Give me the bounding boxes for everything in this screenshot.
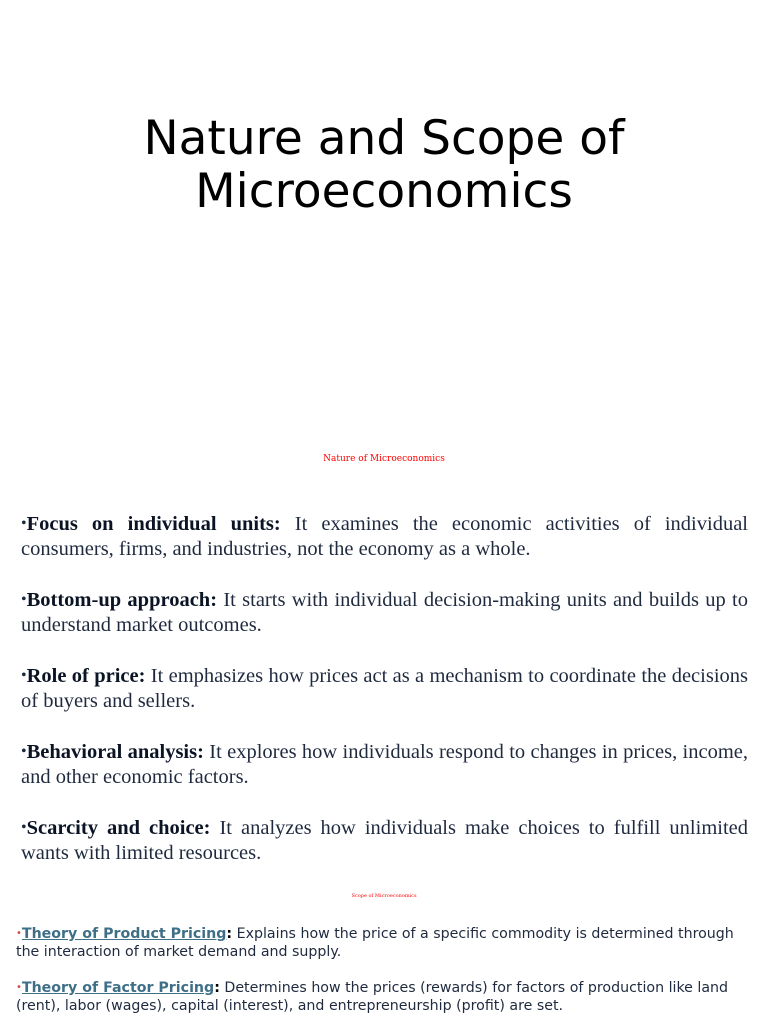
scope-item-colon: : (214, 980, 220, 996)
nature-item-text: It analyzes how individuals make choices to fulfill unlimited wants with limited resources. (21, 817, 749, 864)
nature-list-item (21, 815, 748, 866)
nature-list-item (21, 739, 748, 790)
bullet-icon: • (16, 928, 22, 939)
scope-list-item (16, 979, 751, 1015)
theory-product-pricing-link[interactable]: Theory of Product Pricing (21, 926, 227, 942)
bullet-icon: • (16, 982, 22, 993)
nature-list-item (21, 587, 748, 638)
nature-item-term: Bottom-up approach: (26, 589, 218, 611)
nature-item-term: Focus on individual units: (26, 513, 281, 535)
scope-item-text: Explains how the price of a specific commodity is determined through the interaction of market demand and supply. (16, 926, 734, 960)
scope-item-colon: : (226, 926, 233, 942)
scope-item-text: Determines how the prices (rewards) for factors of production like land (rent), labor (wages), capital (interest), and entrepreneurship (profit) are set. (16, 980, 729, 1014)
nature-item-term: Role of price: (26, 665, 146, 687)
theory-factor-pricing-link[interactable]: Theory of Factor Pricing (21, 980, 215, 996)
nature-list-item (21, 663, 748, 714)
bullet-icon: • (21, 591, 27, 608)
nature-section-heading: Nature of Microeconomics (323, 454, 445, 464)
nature-item-term: Scarcity and choice: (26, 817, 211, 839)
bullet-icon: • (21, 819, 27, 836)
bullet-icon: • (21, 515, 27, 532)
bullet-icon: • (21, 667, 27, 684)
scope-section-heading: Scope of Microeconomics (351, 893, 417, 899)
scope-list (16, 925, 751, 1033)
nature-list-item (21, 511, 748, 562)
scope-list-item (16, 925, 751, 961)
nature-list (21, 511, 748, 866)
nature-item-term: Behavioral analysis: (26, 741, 204, 763)
nature-item-text: It starts with individual decision-making units and builds up to understand market outcomes. (21, 589, 748, 636)
page-title: Nature and Scope of Microeconomics (143, 111, 625, 219)
nature-item-text: It examines the economic activities of individual consumers, firms, and industries, not the economy as a whole. (21, 513, 748, 560)
nature-item-text: It emphasizes how prices act as a mechanism to coordinate the decisions of buyers and sellers. (21, 665, 748, 712)
nature-item-text: It explores how individuals respond to changes in prices, income, and other economic factors. (21, 741, 748, 788)
bullet-icon: • (21, 743, 27, 760)
